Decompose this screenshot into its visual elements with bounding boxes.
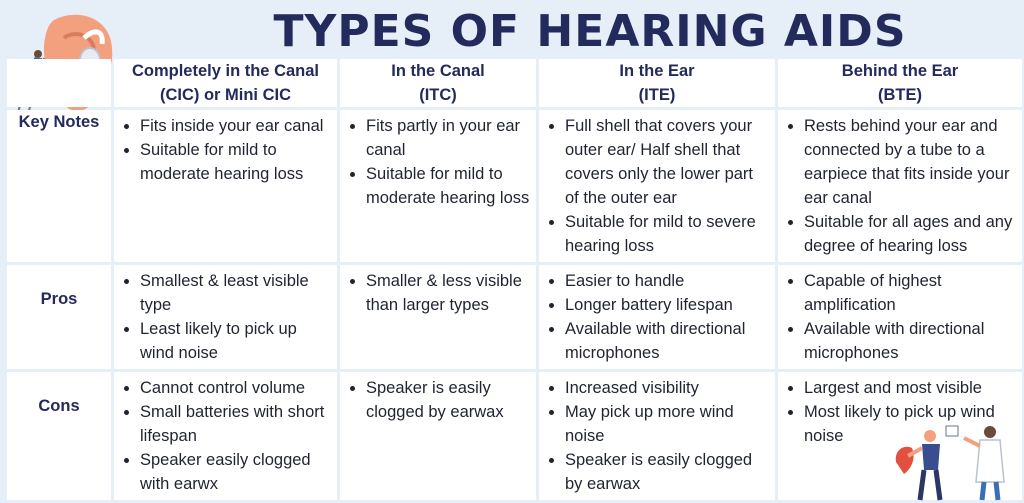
table-cell — [114, 265, 337, 369]
list-item: • Suitable for all ages and any degree of hearing loss — [804, 210, 1016, 258]
doctor-examining-patient-icon — [890, 422, 1016, 502]
list-item: • Easier to handle — [565, 269, 769, 293]
list-item: • Available with directional microphones — [565, 317, 769, 365]
row-header-cons: Cons — [7, 372, 111, 500]
list-item: • Smaller & less visible than larger types — [366, 269, 530, 317]
row-header-key-notes: Key Notes — [7, 110, 111, 262]
list-item: • Fits partly in your ear canal — [366, 114, 530, 162]
table-cell — [114, 372, 337, 500]
list-item: • Largest and most visible — [804, 376, 1016, 400]
list-item: • May pick up more wind noise — [565, 400, 769, 448]
table-row — [7, 265, 1022, 369]
list-item: • Suitable for mild to moderate hearing loss — [140, 138, 331, 186]
list-item: • Small batteries with short lifespan — [140, 400, 331, 448]
comparison-table — [4, 56, 1024, 503]
table-cell — [114, 110, 337, 262]
table-cell — [340, 372, 536, 500]
page-title: TYPES OF HEARING AIDS — [273, 6, 907, 57]
list-item: • Increased visibility — [565, 376, 769, 400]
list-item: • Speaker easily clogged with earwx — [140, 448, 331, 496]
list-item: • Smallest & least visible type — [140, 269, 331, 317]
list-item: • Longer battery lifespan — [565, 293, 769, 317]
table-cell — [778, 110, 1022, 262]
list-item: • Suitable for mild to severe hearing loss — [565, 210, 769, 258]
list-item: • Suitable for mild to moderate hearing loss — [366, 162, 530, 210]
list-item: • Fits inside your ear canal — [140, 114, 331, 138]
table-cell — [340, 110, 536, 262]
table-cell — [539, 265, 775, 369]
list-item: • Available with directional microphones — [804, 317, 1016, 365]
column-header-cic: Completely in the Canal (CIC) or Mini CIC — [114, 59, 337, 107]
list-item: • Cannot control volume — [140, 376, 331, 400]
header-row — [7, 59, 1022, 107]
table-cell — [539, 372, 775, 500]
column-header-bte: Behind the Ear (BTE) — [778, 59, 1022, 107]
table-row — [7, 372, 1022, 500]
list-item: • Capable of highest amplification — [804, 269, 1016, 317]
row-header-pros: Pros — [7, 265, 111, 369]
table-cell — [778, 265, 1022, 369]
list-item: • Speaker is easily clogged by earwax — [565, 448, 769, 496]
column-header-itc: In the Canal (ITC) — [340, 59, 536, 107]
list-item: • Least likely to pick up wind noise — [140, 317, 331, 365]
corner-cell — [7, 59, 111, 107]
list-item: • Most likely to pick up wind noise — [804, 400, 1016, 448]
list-item: • Full shell that covers your outer ear/ Half shell that covers only the lower part of the outer ear — [565, 114, 769, 210]
table-row — [7, 110, 1022, 262]
column-header-ite: In the Ear (ITE) — [539, 59, 775, 107]
list-item: • Speaker is easily clogged by earwax — [366, 376, 530, 424]
list-item: • Rests behind your ear and connected by a tube to a earpiece that fits inside your ear canal — [804, 114, 1016, 210]
table-cell — [340, 265, 536, 369]
table-cell — [539, 110, 775, 262]
